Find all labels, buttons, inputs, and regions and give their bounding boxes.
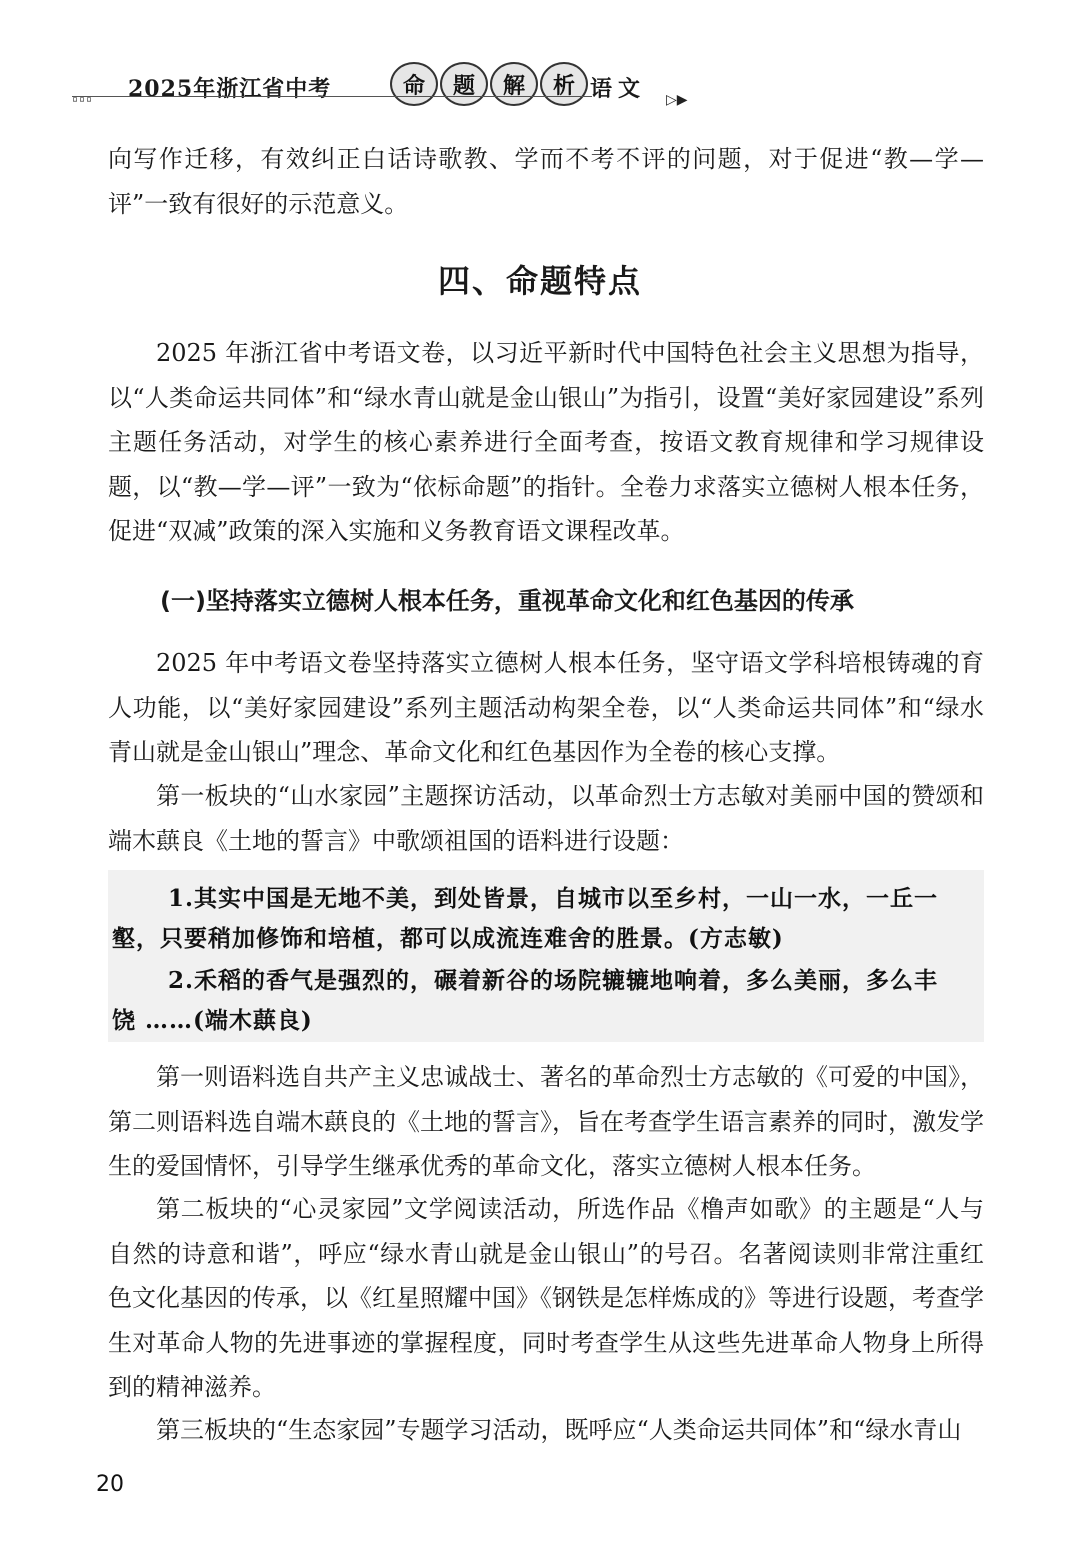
paragraph-body: 第二板块的“心灵家园”文学阅读活动，所选作品《橹声如歌》的主题是“人与自然的诗意和谐”，呼应“绿水青山就是金山银山”的号召。名著阅读则非常注重红色文化基因的传承，以《红星照耀中国》《钢铁是怎样炼成的》等进行设题，考查学生对革命人物的先进事迹的掌握程度，同时考查学生从这些先进革命人物身上所得到的精神滋养。 — [108, 1195, 984, 1401]
header-rule — [72, 96, 592, 97]
header-arrows-icon: ▷▶ — [666, 92, 688, 108]
paragraph-intro: 2025 年浙江省中考语文卷，以习近平新时代中国特色社会主义思想为指导，以“人类命运共同体”和“绿水青山就是金山银山”为指引，设置“美好家园建设”系列主题任务活动，对学生的核心素养进行全面考查，按语文教育规律和学习规律设题，以“教—学—评”一致为“依标命题”的指针。全卷力求落实立德树人根本任务，促进“双减”政策的深入实施和义务教育语文课程改革。 — [108, 339, 984, 545]
page-number: 20 — [96, 1472, 124, 1497]
quoted-excerpt — [108, 870, 984, 1042]
paragraph-body: 第一板块的“山水家园”主题探访活动，以革命烈士方志敏对美丽中国的赞颂和端木蕻良《土地的誓言》中歌颂祖国的语料进行设题： — [108, 782, 984, 855]
subsection-title: (一)坚持落实立德树人根本任务，重视革命文化和红色基因的传承 — [160, 587, 854, 615]
header-badge: 题 — [440, 62, 488, 106]
quote-line: 2.禾稻的香气是强烈的，碾着新谷的场院辘辘地响着，多么美丽，多么丰 — [168, 967, 939, 994]
header-badge: 解 — [490, 62, 538, 106]
header-badge: 析 — [540, 62, 588, 106]
header-dots-icon: ▫▫▫ — [72, 94, 94, 105]
running-header — [72, 58, 688, 108]
header-badges — [390, 62, 588, 106]
header-year-title: 2025年浙江省中考 — [128, 76, 332, 102]
paragraph-continuation: 向写作迁移，有效纠正白话诗歌教、学而不考不评的问题，对于促进“教—学—评”一致有很好的示范意义。 — [108, 145, 984, 218]
quote-line: 1.其实中国是无地不美，到处皆景，自城市以至乡村，一山一水，一丘一 — [168, 885, 939, 912]
quote-line: 壑，只要稍加修饰和培植，都可以成流连难舍的胜景。(方志敏) — [112, 925, 784, 952]
header-subject: 语文 — [590, 76, 647, 102]
quote-line: 饶 ……(端木蕻良) — [112, 1007, 313, 1034]
paragraph-body: 2025 年中考语文卷坚持落实立德树人根本任务，坚守语文学科培根铸魂的育人功能，以“美好家园建设”系列主题活动构架全卷，以“人类命运共同体”和“绿水青山就是金山银山”理念、革命文化和红色基因作为全卷的核心支撑。 — [108, 649, 984, 766]
paragraph-body: 第三板块的“生态家园”专题学习活动，既呼应“人类命运共同体”和“绿水青山 — [156, 1416, 962, 1444]
section-title: 四、命题特点 — [437, 262, 642, 300]
header-badge: 命 — [390, 62, 438, 106]
paragraph-body: 第一则语料选自共产主义忠诚战士、著名的革命烈士方志敏的《可爱的中国》，第二则语料选自端木蕻良的《土地的誓言》，旨在考查学生语言素养的同时，激发学生的爱国情怀，引导学生继承优秀的革命文化，落实立德树人根本任务。 — [108, 1063, 984, 1180]
